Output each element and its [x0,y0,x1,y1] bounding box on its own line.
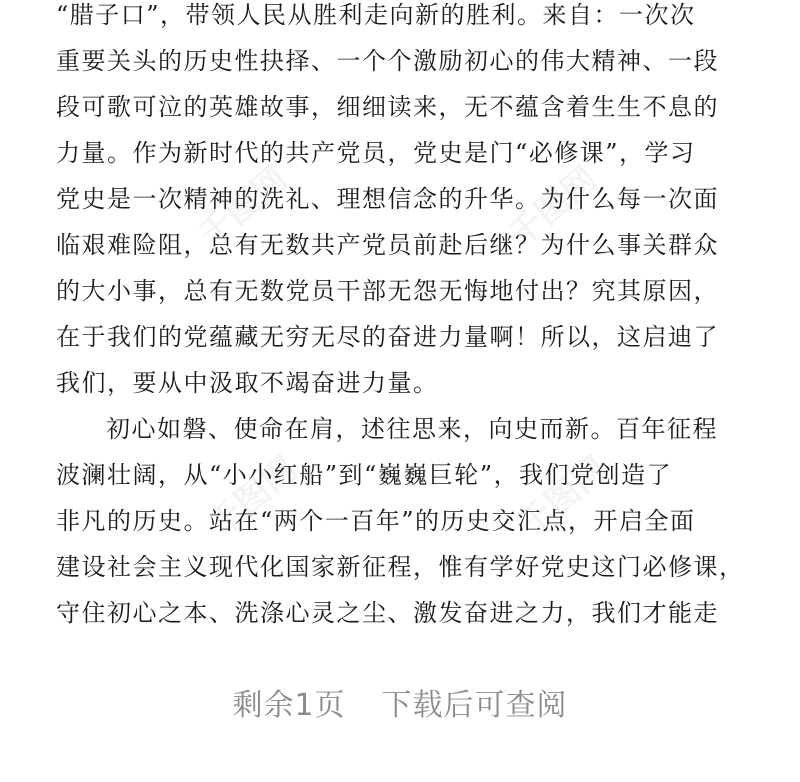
download-to-view-link[interactable]: 下载后可查阅 [381,688,568,723]
paragraph-line: 非凡的历史。站在“两个一百年”的历史交汇点，开启全面 [56,507,696,535]
paragraph-line: 建设社会主义现代化国家新征程，惟有学好党史这门必修课， [56,553,745,581]
paragraph-line: 的大小事，总有无数党员干部无怨无悔地付出？究其原因， [56,277,719,305]
watermark: 千图网 [501,159,606,256]
watermark: 千图网 [511,449,616,546]
download-prompt[interactable] [0,680,800,724]
paragraph-line: 守住初心之本、洗涤心灵之尘、激发奋进之力，我们才能走 [56,599,719,627]
paragraph-line: “腊子口”，带领人民从胜利走向新的胜利。来自：一次次 [56,1,696,29]
watermark: 千图网 [201,449,306,546]
paragraph-line: 党史是一次精神的洗礼、理想信念的升华。为什么每一次面 [56,185,719,213]
paragraph-line: 初心如磐、使命在肩，述往思来，向史而新。百年征程 [106,415,718,443]
paragraph-line: 临艰难险阻，总有无数共产党员前赴后继？为什么事关群众 [56,231,719,259]
paragraph-line: 重要关头的历史性抉择、一个个激励初心的伟大精神、一段 [56,47,719,75]
watermark: 千图网 [191,159,296,256]
paragraph-line: 波澜壮阔，从“小小红船”到“巍巍巨轮”，我们党创造了 [56,461,673,489]
paragraph-line: 我们，要从中汲取不竭奋进力量。 [56,369,439,397]
document-body [56,0,756,636]
paragraph-line: 段可歌可泣的英雄故事，细细读来，无不蕴含着生生不息的 [56,93,719,121]
paragraph-line: 力量。作为新时代的共产党员，党史是门“必修课”，学习 [56,139,696,167]
remaining-pages-label: 剩余1页 [232,688,346,723]
paragraph-line: 在于我们的党蕴藏无穷无尽的奋进力量啊！所以，这启迪了 [56,323,719,351]
